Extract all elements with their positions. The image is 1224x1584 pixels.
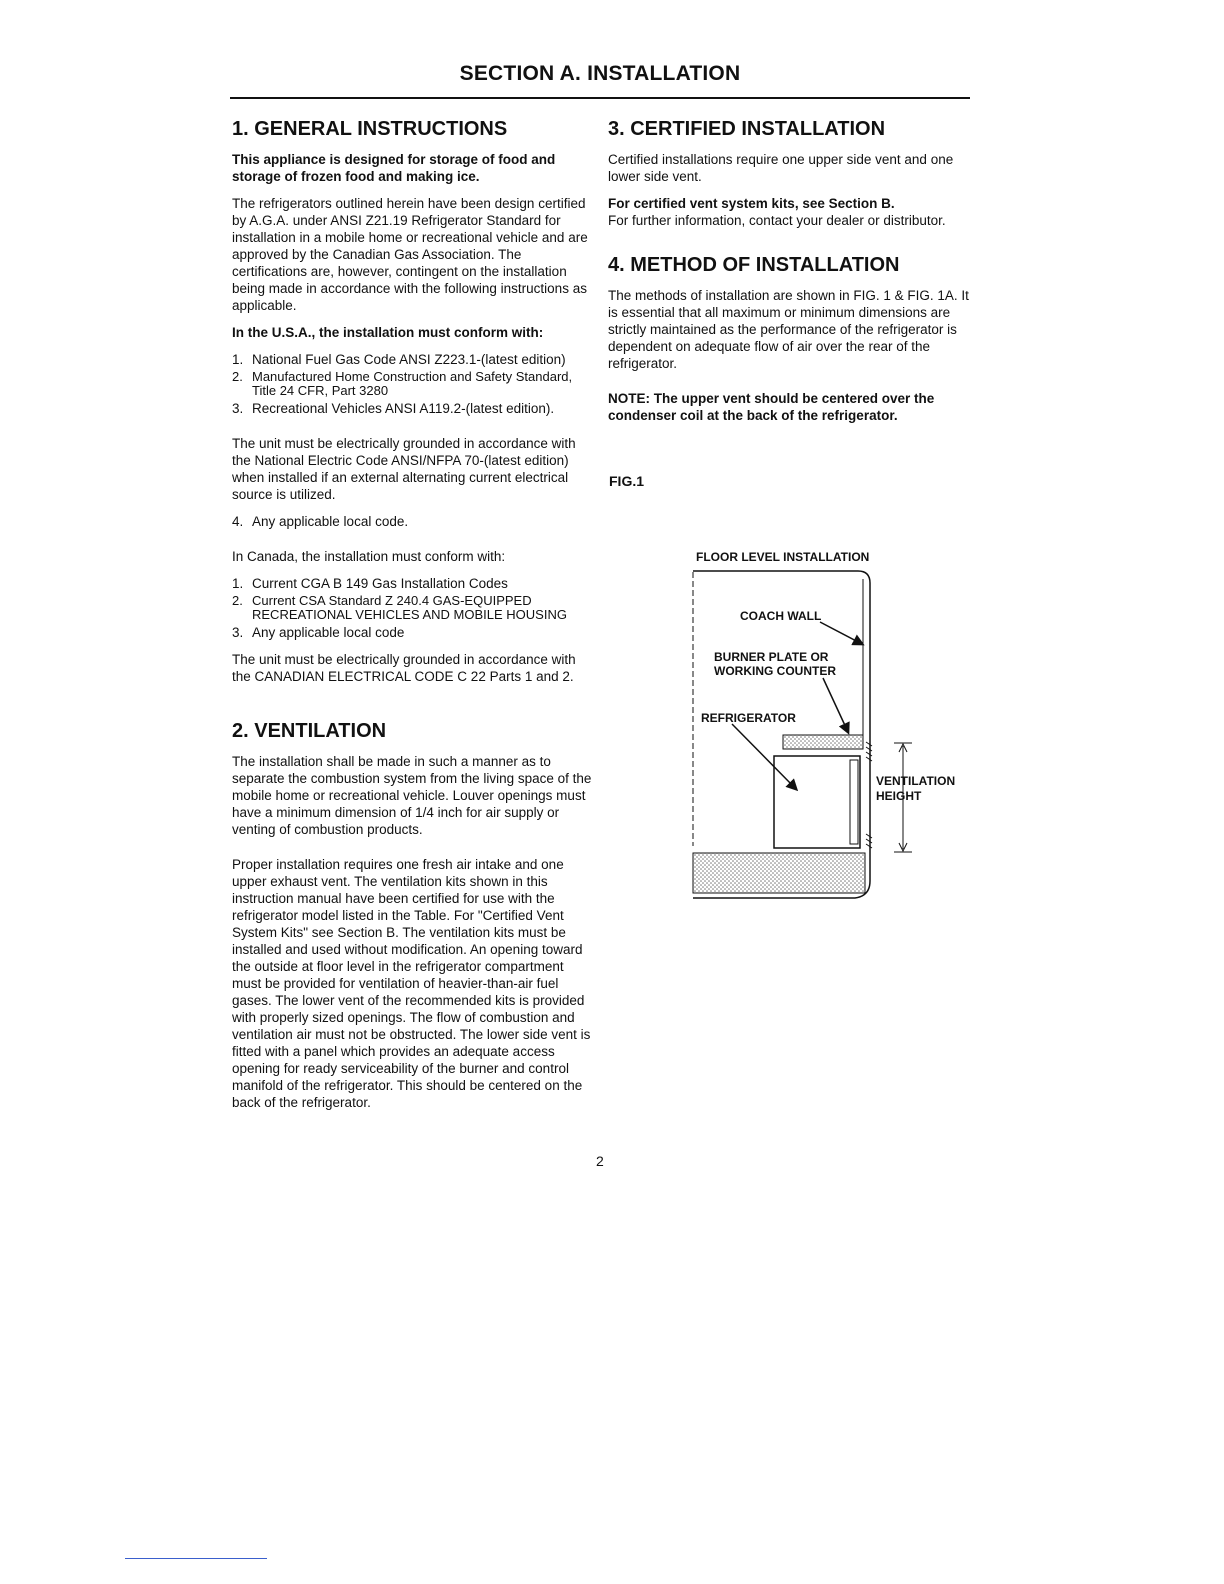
burner-arrow (823, 678, 848, 732)
page-number: 2 (596, 1153, 604, 1169)
certification-paragraph: The refrigerators outlined herein have been design certified by A.G.A. under ANSI Z21.19 Refrigerator Standard for installation in a mobile home or recreational vehicle and are approved by the Canadian Gas Association. The certifications are, however, contingent on the installation being made in accordance with the following instructions as applicable. (232, 196, 588, 313)
grounding-usa-paragraph: The unit must be electrically grounded in accordance with the National Electric Code ANSI/NFPA 70-(latest edition) when installed if an external alternating current electrical source is utilized. (232, 436, 576, 502)
footer-rule (125, 1558, 267, 1559)
burner-label-line2: WORKING COUNTER (714, 664, 836, 678)
refrigerator-back (850, 760, 858, 844)
grounding-canada-paragraph: The unit must be electrically grounded in accordance with the CANADIAN ELECTRICAL CODE C 22 Parts 1 and 2. (232, 652, 576, 684)
certified-paragraph: Certified installations require one upper side vent and one lower side vent. (608, 152, 954, 184)
coach-wall-arrow (820, 622, 862, 644)
list-item: 4. Any applicable local code. (232, 514, 409, 529)
lower-vent (866, 834, 872, 848)
general-intro: This appliance is designed for storage of food and storage of frozen food and making ice. (232, 152, 556, 184)
usa-heading: In the U.S.A., the installation must conform with: (232, 325, 544, 340)
installation-figure (690, 546, 970, 906)
canada-list (232, 575, 594, 641)
ventilation-height-line2: HEIGHT (876, 789, 922, 803)
burner-plate (783, 735, 863, 749)
ventilation-height-line1: VENTILATION (876, 774, 956, 788)
right-column (608, 117, 970, 434)
list-item: 1. National Fuel Gas Code ANSI Z223.1-(latest edition) (232, 352, 566, 367)
certified-kits-line: For certified vent system kits, see Section B. (608, 196, 895, 211)
figure-label: FIG.1 (609, 473, 645, 489)
left-column (232, 117, 594, 1121)
ventilation-paragraph-2: Proper installation requires one fresh air intake and one upper exhaust vent. The ventilation kits shown in this instruction manual have been certified for use with the refrigerator model listed in the Table. For "Certified Vent System Kits" see Section B. The ventilation kits must be installed and used without modification. An opening toward the outside at floor level in the refrigerator compartment must be provided for ventilation of heavier-than-air fuel gases. The lower vent of the recommended kits is provided with properly sized openings. The flow of combustion and ventilation air must not be obstructed. The lower side vent is fitted with a panel which provides an adequate access opening for ready serviceability of the burner and control manifold of the refrigerator. This should be centered on the back of the refrigerator. (232, 857, 591, 1110)
refrigerator-body (774, 756, 860, 848)
usa-list (232, 351, 594, 417)
canada-heading: In Canada, the installation must conform with: (232, 549, 506, 564)
certified-contact-line: For further information, contact your dealer or distributor. (608, 213, 946, 228)
usa-list-continued (232, 513, 594, 530)
ventilation-paragraph-1: The installation shall be made in such a manner as to separate the combustion system from the living space of the mobile home or recreational vehicle. Louver openings must have a minimum dimension of 1/4 inch for air supply or venting of combustion products. (232, 754, 592, 837)
figure-title: FLOOR LEVEL INSTALLATION (696, 550, 870, 564)
general-instructions-heading: 1. GENERAL INSTRUCTIONS (232, 118, 508, 140)
upper-vent (866, 742, 872, 761)
list-item: 3. Any applicable local code (232, 625, 405, 640)
method-note: NOTE: The upper vent should be centered over the condenser coil at the back of the refrigerator. (608, 391, 935, 423)
ventilation-heading: 2. VENTILATION (232, 720, 387, 742)
refrigerator-label: REFRIGERATOR (701, 711, 796, 725)
floor-hatch (693, 853, 865, 893)
figure-drawing (690, 546, 970, 906)
method-heading: 4. METHOD OF INSTALLATION (608, 254, 900, 276)
coach-wall-label: COACH WALL (740, 609, 822, 623)
list-item: 3. Recreational Vehicles ANSI A119.2-(latest edition). (232, 401, 555, 416)
list-item: 1. Current CGA B 149 Gas Installation Codes (232, 576, 508, 591)
title-rule (230, 97, 970, 99)
list-item: 2. Manufactured Home Construction and Safety Standard, Title 24 CFR, Part 3280 (232, 369, 573, 398)
certified-installation-heading: 3. CERTIFIED INSTALLATION (608, 118, 886, 140)
list-item: 2. Current CSA Standard Z 240.4 GAS-EQUIPPED RECREATIONAL VEHICLES AND MOBILE HOUSING (232, 593, 567, 622)
page-title: SECTION A. INSTALLATION (459, 62, 741, 85)
method-paragraph: The methods of installation are shown in FIG. 1 & FIG. 1A. It is essential that all maximum or minimum dimensions are strictly maintained as the performance of the refrigerator is dependent on adequate flow of air over the rear of the refrigerator. (608, 288, 969, 371)
burner-label-line1: BURNER PLATE OR (714, 650, 829, 664)
